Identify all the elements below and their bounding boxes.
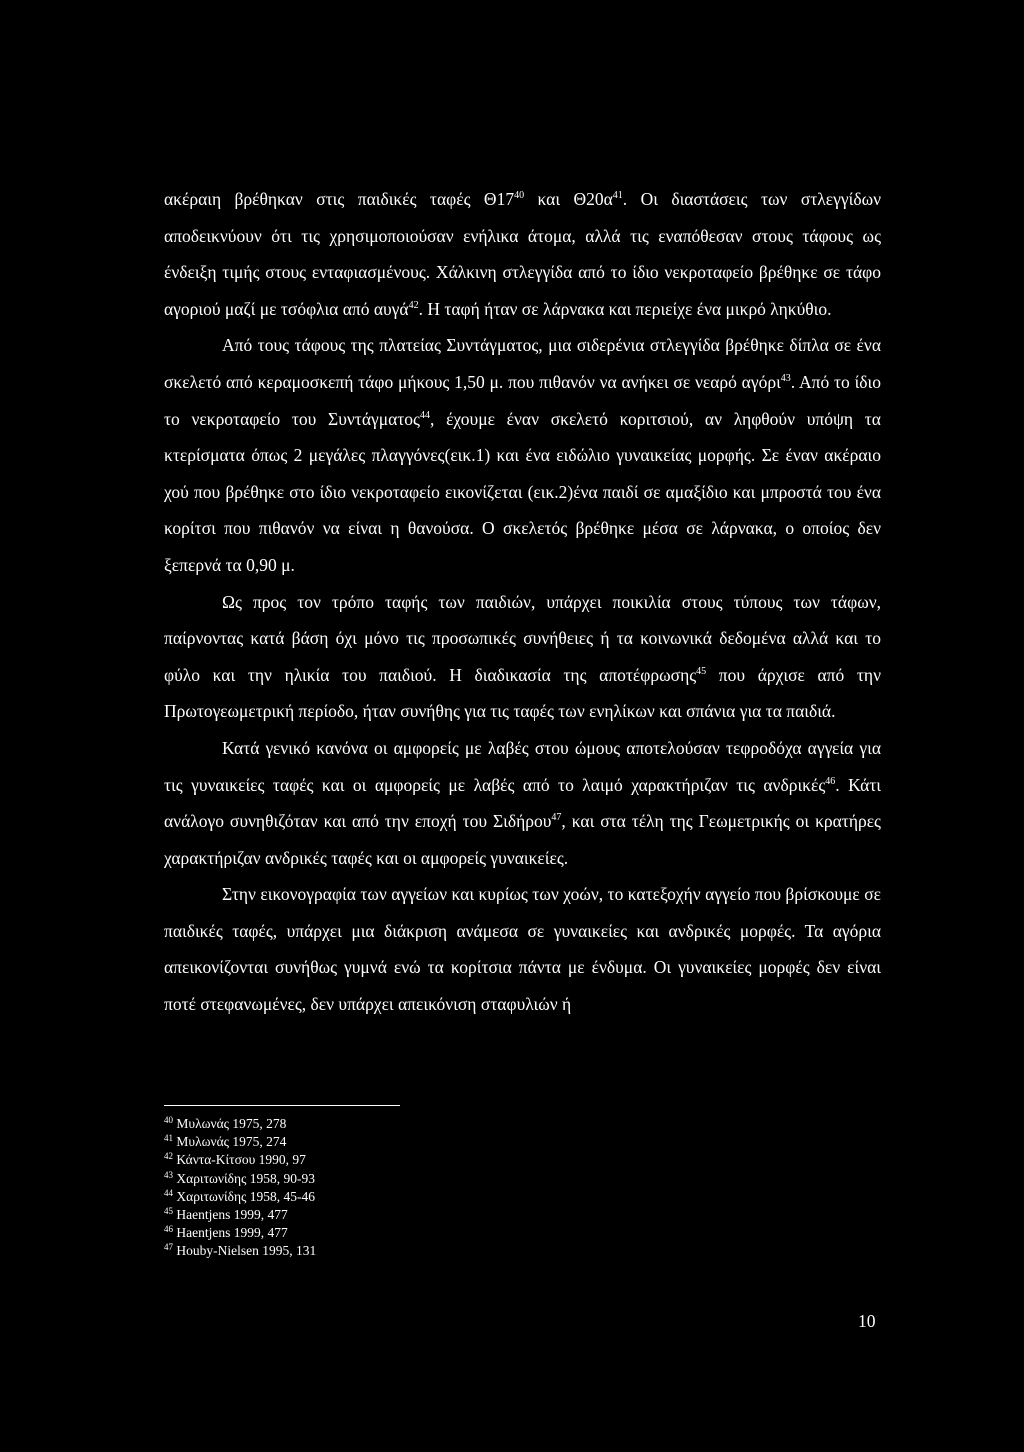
footnote-number: 47	[164, 1242, 173, 1253]
text-run: ακέραιη βρέθηκαν στις παιδικές ταφές Θ17	[164, 189, 515, 209]
footnote-number: 40	[164, 1115, 173, 1125]
footnote	[164, 1151, 564, 1169]
footnote-number: 44	[164, 1187, 173, 1198]
footnote-reference: 40	[514, 190, 525, 201]
footnote	[164, 1242, 564, 1260]
text-run: . Οι διαστάσεις των στλεγγίδων αποδεικνύουν ότι τις χρησιμοποιούσαν ενήλικα άτομα, αλλά τις εναπόθεσαν στους τάφους ως ένδειξη τιμής στους ενταφιασμένους. Χάλκινη στλεγγίδα από το ίδιο νεκροταφείο βρέθηκε σε τάφο αγοριού μαζί με τσόφλια από αυγά	[164, 189, 881, 319]
footnote	[164, 1206, 564, 1224]
footnote-number: 43	[164, 1169, 173, 1180]
text-run: . Κάτι ανάλογο συνηθιζόταν και από την εποχή του Σιδήρου	[164, 774, 881, 832]
page-number: 10	[858, 1311, 876, 1331]
footnote-text: Μυλωνάς 1975, 278	[176, 1116, 287, 1131]
footnote-reference: 45	[696, 665, 707, 677]
footnote	[164, 1115, 564, 1133]
footnote-text: Κάντα-Κίτσου 1990, 97	[176, 1152, 306, 1168]
footnote	[164, 1170, 564, 1188]
paragraph	[164, 584, 881, 730]
paragraph	[164, 181, 881, 327]
footnote-reference: 47	[551, 812, 562, 824]
paragraph	[164, 730, 881, 876]
footnote	[164, 1188, 564, 1206]
footnote-number: 42	[164, 1151, 173, 1162]
paragraph	[164, 876, 881, 1022]
footnote	[164, 1133, 564, 1151]
footnote-text: Haentjens 1999, 477	[176, 1225, 288, 1241]
text-run: και Θ20α	[524, 189, 613, 209]
paragraph	[164, 327, 881, 583]
footnote-reference: 42	[408, 299, 419, 311]
text-run: . Από το ίδιο το νεκροταφείο του Συντάγματος	[164, 371, 882, 429]
footnote-text: Χαριτωνίδης 1958, 90-93	[176, 1170, 316, 1186]
text-run: που άρχισε από την Πρωτογεωμετρική περίοδο, ήταν συνήθης για τις ταφές των ενηλίκων και σπάνια για τα παιδιά.	[164, 664, 881, 722]
footnote-text: Haentjens 1999, 477	[176, 1207, 288, 1223]
footnote-reference: 43	[780, 372, 791, 384]
text-run: Κατά γενικό κανόνα οι αμφορείς με λαβές στου ώμους αποτελούσαν τεφροδόχα αγγεία για τις γυναικείες ταφές και οι αμφορείς με λαβές από το λαιμό χαρακτήριζαν τις ανδρικές	[164, 737, 881, 795]
text-run: . Η ταφή ήταν σε λάρνακα και περιείχε ένα μικρό ληκύθιο.	[418, 298, 832, 319]
footnote-number: 46	[164, 1224, 173, 1235]
footnote-text: Houby-Nielsen 1995, 131	[176, 1243, 317, 1259]
text-run: Στην εικονογραφία των αγγείων και κυρίως των χοών, το κατεξοχήν αγγείο που βρίσκουμε σε παιδικές ταφές, υπάρχει μια διάκριση ανάμεσα σε γυναικείες και ανδρικές μορφές. Τα αγόρια απεικονίζονται συνήθως γυμνά ενώ τα κορίτσια πάντα με ένδυμα. Οι γυναικείες μορφές δεν είναι ποτέ στεφανωμένες, δεν υπάρχει απεικόνιση σταφυλιών ή	[164, 884, 881, 1015]
footnote-number: 41	[164, 1133, 173, 1144]
text-run: , έχουμε έναν σκελετό κοριτσιού, αν ληφθούν υπόψη τα κτερίσματα όπως 2 μεγάλες πλαγγόνες(εικ.1) και ένα ειδώλιο γυναικείας μορφής. Σε έναν ακέραιο χού που βρέθηκε στο ίδιο νεκροταφείο εικονίζεται (εικ.2)ένα παιδί σε αμαξίδιο και μπροστά του ένα κορίτσι που πιθανόν να είναι η θανούσα. Ο σκελετός βρέθηκε μέσα σε λάρνακα, ο οποίος δεν ξεπερνά τα 0,90 μ.	[164, 408, 881, 575]
footnote-reference: 46	[825, 775, 836, 787]
footnotes	[164, 1115, 564, 1261]
text-run: Ως προς τον τρόπο ταφής των παιδιών, υπάρχει ποικιλία στους τύπους των τάφων, παίρνοντας κατά βάση όχι μόνο τις προσωπικές συνήθειες ή τα κοινωνικά δεδομένα αλλά και το φύλο και την ηλικία του παιδιού. Η διαδικασία της αποτέφρωσης	[164, 591, 881, 685]
body-text	[164, 181, 881, 1023]
footnote-text: Χαριτωνίδης 1958, 45-46	[176, 1188, 316, 1204]
text-run: , και στα τέλη της Γεωμετρικής οι κρατήρες χαρακτήριζαν ανδρικές ταφές και οι αμφορείς γυναικείες.	[164, 811, 881, 868]
footnote-reference: 44	[419, 409, 430, 421]
footnote-number: 45	[164, 1206, 173, 1217]
text-run: Από τους τάφους της πλατείας Συντάγματος, μια σιδερένια στλεγγίδα βρέθηκε δίπλα σε ένα σκελετό από κεραμοσκεπή τάφο μήκους 1,50 μ. που πιθανόν να ανήκει σε νεαρό αγόρι	[164, 335, 881, 392]
footnote-separator	[164, 1105, 400, 1106]
footnote-text: Μυλωνάς 1975, 274	[176, 1134, 287, 1150]
footnote	[164, 1224, 564, 1242]
footnote-reference: 41	[612, 190, 623, 201]
